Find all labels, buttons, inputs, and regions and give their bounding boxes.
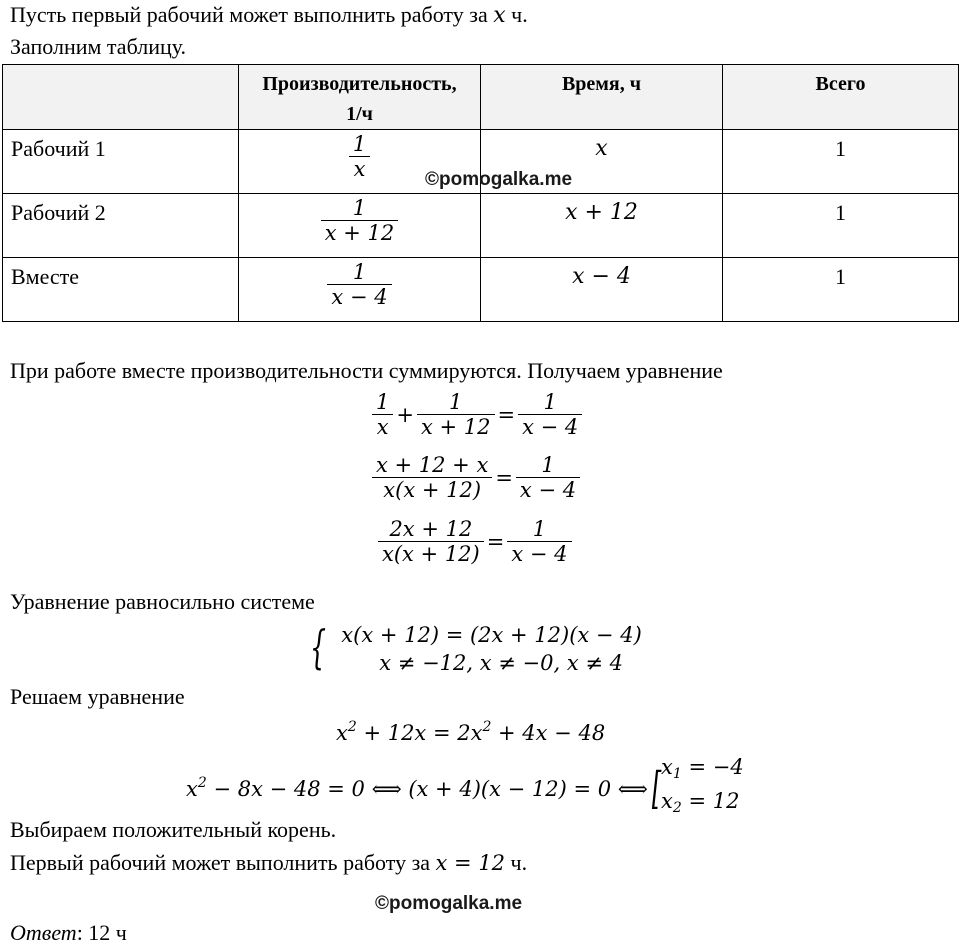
watermark-bottom: ©pomogalka.me	[375, 893, 523, 914]
table-header-row	[3, 65, 959, 130]
roots-set: [ $x_1 = -4$ $x_2 = 12$	[651, 755, 744, 816]
final-equation: x = 12	[435, 851, 506, 875]
equation-5: $x^2 - 8x - 48 = 0$ ⟺ (x + 4)(x − 12) = 0 ⟺ [ $x_1 = -4$ $x_2 = 12$	[186, 754, 744, 822]
total-cell: 1	[835, 264, 846, 289]
table-row	[3, 258, 959, 322]
answer-value: : 12 ч	[76, 920, 127, 945]
system-line-2: x ≠ −12, x ≠ −0, x ≠ 4	[379, 651, 623, 675]
productivity-table	[2, 64, 959, 322]
header-total: Всего	[723, 65, 959, 130]
row-label: Вместе	[11, 264, 80, 289]
sum-text: При работе вместе производительности суммируются. Получаем уравнение	[10, 358, 723, 383]
equation-1: $\frac{1}{x}$ + $\frac{1}{x + 12}$ = $\frac{1}{x - 4}$	[372, 390, 582, 439]
choose-text: Выбираем положительный корень.	[10, 817, 337, 842]
equation-system: { x(x + 12) = (2x + 12)(x − 4) x ≠ −12, x ≠ −0, x ≠ 4	[310, 620, 642, 675]
total-cell: 1	[835, 200, 846, 225]
watermark: ©pomogalka.me	[425, 169, 573, 190]
intro-text: Пусть первый рабочий может выполнить работу за	[10, 2, 488, 27]
intro-unit: ч.	[511, 2, 528, 27]
header-empty	[3, 65, 239, 130]
intro-variable: x	[493, 3, 506, 28]
productivity-fraction: $\frac{1}{x + 12}$	[321, 196, 399, 245]
time-cell: x	[595, 136, 608, 161]
time-cell: x − 4	[572, 264, 631, 289]
equation-4: $x^2 + 12x = 2x^2 + 4x - 48$	[336, 719, 606, 745]
total-cell: 1	[835, 136, 846, 161]
system-text: Уравнение равносильно системе	[10, 589, 315, 614]
time-cell: x + 12	[565, 200, 638, 225]
header-productivity: Производительность, 1/ч	[239, 65, 481, 130]
productivity-fraction: $\frac{1}{x - 4}$	[327, 260, 391, 309]
equation-3: $\frac{2x + 12}{x(x + 12)}$ = $\frac{1}{x - 4}$	[378, 517, 572, 566]
intro-line-2: Заполним таблицу.	[10, 34, 187, 59]
row-label: Рабочий 1	[11, 136, 106, 161]
row-label: Рабочий 2	[11, 200, 106, 225]
answer-label: Ответ	[10, 920, 77, 945]
productivity-fraction: $\frac{1}{x}$	[349, 132, 370, 181]
answer	[10, 920, 127, 946]
final-text: Первый рабочий может выполнить работу за x = 12 ч.	[10, 850, 528, 875]
table-row	[3, 194, 959, 258]
header-time: Время, ч	[481, 65, 723, 130]
solve-text: Решаем уравнение	[10, 684, 185, 709]
equation-2: $\frac{x + 12 + x}{x(x + 12)}$ = $\frac{1}{x - 4}$	[372, 453, 580, 502]
system-line-1: x(x + 12) = (2x + 12)(x − 4)	[341, 623, 642, 647]
intro-line-1	[10, 2, 528, 28]
